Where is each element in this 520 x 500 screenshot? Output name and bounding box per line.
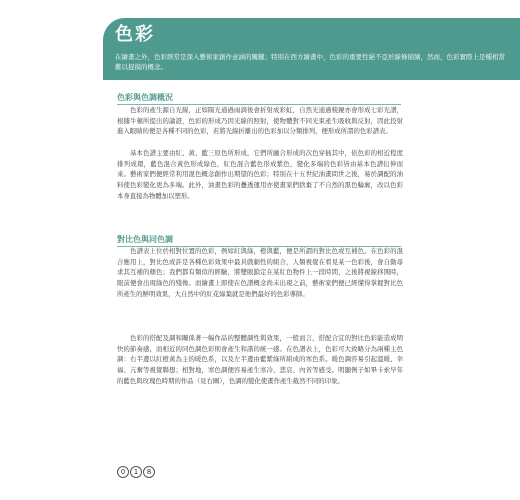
section-heading: 色彩與色調概況 — [117, 93, 173, 102]
chapter-banner — [103, 18, 520, 80]
paragraph: 色譜表上位於相對位置的色彩，例如紅與綠，橙與藍，便是所謂的對比色或互補色。在色彩的混合應用上，對比色或許是各種色彩效果中最具戲劇性的組合，人類視覺在看見某一色彩後，會自動尋求其互補的顏色；我們都有類似的經驗，將雙眼鎖定在某紅色物件上一段時間，之後將視線移開時，眼前便會出現綠色的殘像。而繪畫上即使在色譜概念尚未出現之前，藝術家們便已經懂得掌握對比色所產生的鮮明效果，大自然中的紅花綠葉就是他們最好的色彩導師。 — [117, 247, 403, 298]
page-number — [117, 466, 155, 478]
page-digit: 1 — [130, 466, 142, 478]
section-heading: 對比色與同色調 — [117, 235, 173, 244]
page-digit: 0 — [117, 466, 129, 478]
chapter-intro: 在繪畫之外，色彩經常是深入藝術家創作意涵的關鍵；特別在西方繪畫中，色彩的重要性絕不亞於線條描繪，然而，色彩實際上是種相當難以捉摸的概念。 — [115, 53, 505, 71]
paragraph: 色彩的產生源自光線，正如陽光通過雨滴後會折射成彩虹，自然光通過稜鏡亦會形成七彩光譜，根據牛頓所提出的論證，色彩的形成乃因光線的照射，使物體對不同光束產生吸收與反射，因此投射進入眼睛的便是各種不同的色彩，若將光線折離出的色彩加以分類排列，便形成所謂的色彩譜表。 — [117, 106, 403, 136]
chapter-title: 色彩 — [115, 24, 155, 45]
page-digit: 8 — [143, 466, 155, 478]
paragraph: 色彩的搭配及調和關係著一幅作品的整體調性與效果，一般而言，搭配合宜的對比色彩能造成明快的節奏感，而相近的同色調色彩則會產生和諧的統一感。在色譜表上，色彩可大致略分為兩種主色調：右半邊以紅橙黃為主的暖色系，以及左半邊由藍紫綠所組成的寒色系。暖色調容易引起溫暖、幸福、亢奮等視覺聯想；相對地，寒色調便容易產生寒冷、悲哀、內省等感受。明顯例子如畢卡索早年的藍色與玫瑰色時期的作品（見右圖），色調的變化使畫作產生截然不同的印象。 — [117, 334, 403, 385]
paragraph: 基本色譜主要由紅、黃、藍三原色所形成，它們所融合形成的次色穿插其中，依色彩的相近程度排列成環，藍色混合黃色形成綠色，紅色混合藍色形成紫色，變化多端的色彩皆由基本色譜衍伸而來。藝術家們便經常利用混色概念創作出期望的色彩；特別在十五世紀油畫問世之後，易於調配的油料使色彩變化更為多端。此外，油畫色彩的疊透運用亦使畫家們捨棄了不自然的黑色輪廓，改以色彩本身直接為物體加以塑形。 — [117, 149, 403, 200]
